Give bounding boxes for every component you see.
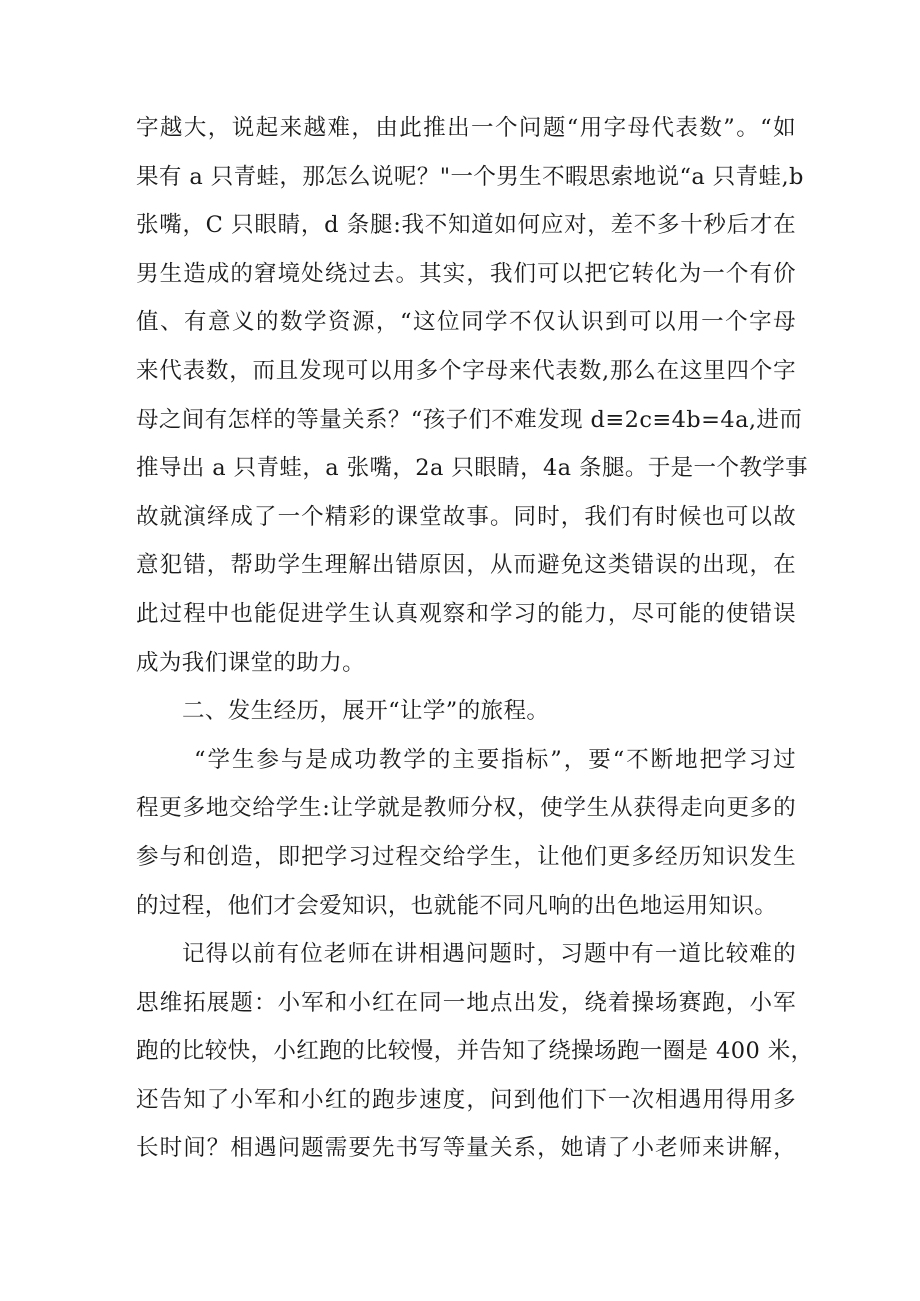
text-line: 参与和创造，即把学习过程交给学生，让他们更多经历知识发生 bbox=[136, 843, 796, 870]
text-line: 来代表数，而且发现可以用多个字母来代表数,那么在这里四个字 bbox=[136, 357, 796, 384]
text-line: 果有 a 只青蛙，那怎么说呢？"一个男生不暇思索地说“a 只青蛙,b bbox=[136, 163, 804, 190]
text-line: 张嘴，C 只眼睛，d 条腿:我不知道如何应对，差不多十秒后才在 bbox=[136, 212, 796, 239]
text-line: 跑的比较快，小红跑的比较慢，并告知了绕操场跑一圈是 400 米， bbox=[136, 1038, 814, 1065]
text-line: 此过程中也能促进学生认真观察和学习的能力，尽可能的使错误 bbox=[136, 600, 796, 627]
text-line: 的过程，他们才会爱知识，也就能不同凡响的出色地运用知识。 bbox=[136, 892, 778, 919]
text-line: 母之间有怎样的等量关系？“孩子们不难发现 d≡2c≡4b=4a,进而 bbox=[136, 406, 803, 433]
text-line: “学生参与是成功教学的主要指标”，要“不断地把学习过 bbox=[194, 746, 796, 773]
section-heading: 二、发生经历，展开“让学”的旅程。 bbox=[182, 698, 550, 725]
text-line: 成为我们课堂的助力。 bbox=[136, 649, 366, 676]
text-line: 程更多地交给学生:让学就是教师分权，使学生从获得走向更多的 bbox=[136, 795, 796, 822]
text-line: 长时间？相遇问题需要先书写等量关系，她请了小老师来讲解， bbox=[136, 1135, 796, 1162]
text-line: 思维拓展题：小军和小红在同一地点出发，绕着操场赛跑，小军 bbox=[136, 989, 796, 1016]
text-line: 意犯错，帮助学生理解出错原因，从而避免这类错误的出现，在 bbox=[136, 552, 796, 579]
text-line: 值、有意义的数学资源，“这位同学不仅认识到可以用一个字母 bbox=[136, 309, 796, 336]
text-line: 故就演绎成了一个精彩的课堂故事。同时，我们有时候也可以故 bbox=[136, 503, 796, 530]
text-line: 记得以前有位老师在讲相遇问题时，习题中有一道比较难的 bbox=[182, 941, 796, 968]
body-text bbox=[136, 104, 814, 1173]
text-line: 字越大，说起来越难，由此推出一个问题“用字母代表数”。“如 bbox=[136, 115, 796, 141]
text-line: 推导出 a 只青蛙，a 张嘴，2a 只眼睛，4a 条腿。于是一个教学事 bbox=[136, 455, 809, 482]
text-line: 男生造成的窘境处绕过去。其实，我们可以把它转化为一个有价 bbox=[136, 260, 796, 287]
text-line: 还告知了小军和小红的跑步速度，问到他们下一次相遇用得用多 bbox=[136, 1086, 796, 1113]
